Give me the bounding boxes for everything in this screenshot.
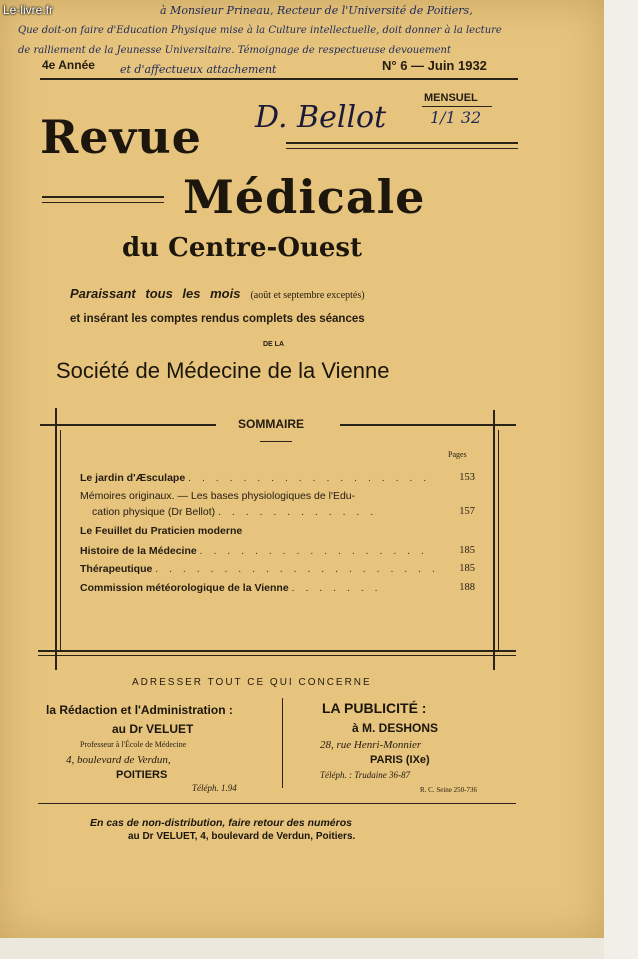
- header-rule: [40, 78, 518, 80]
- watermark: Le-livre.fr: [3, 3, 54, 17]
- background-margin: [604, 0, 638, 959]
- address-right-label: LA PUBLICITÉ :: [322, 700, 427, 716]
- title-rule-left-1: [42, 196, 164, 198]
- sommaire-heading-underline: [260, 441, 292, 442]
- toc-page: 185: [459, 563, 475, 574]
- title-rule-right-2: [286, 148, 518, 149]
- toc-item-commission: Commission météorologique de la Vienne . . . . . . . 188: [80, 582, 475, 594]
- address-right-city: PARIS (IXe): [370, 754, 430, 766]
- sommaire-frame-left: [55, 408, 57, 670]
- title-medicale: Médicale: [183, 170, 426, 224]
- sommaire-rule-left: [40, 424, 216, 426]
- toc-page: 188: [459, 582, 475, 593]
- title-rule-right-1: [286, 142, 518, 144]
- toc-item-therapeutique: Thérapeutique . . . . . . . . . . . . . . . . . . . . . 185: [80, 563, 475, 575]
- sommaire-frame-right: [493, 410, 495, 670]
- toc-item-jardin: Le jardin d'Æsculape . . . . . . . . . . . . . . . . . . 153: [80, 472, 475, 484]
- title-centre-ouest: du Centre-Ouest: [122, 233, 363, 263]
- address-right-phone: Téléph. : Trudaine 36-87: [320, 770, 410, 780]
- handwritten-line-4: et d'affectueux attachement: [120, 63, 277, 76]
- sommaire-frame-bottom: [38, 650, 516, 652]
- handwritten-line-1: à Monsieur Prineau, Recteur de l'Université de Poitiers,: [160, 4, 473, 17]
- address-left-title: Professeur à l'École de Médecine: [80, 740, 187, 749]
- background-bottom: [0, 938, 604, 959]
- subtitle-de-la: DE LA: [263, 341, 284, 348]
- sommaire-heading: SOMMAIRE: [238, 417, 304, 431]
- title-revue: Revue: [40, 110, 202, 164]
- toc-item-histoire: Histoire de la Médecine . . . . . . . . . . . . . . . . . 185: [80, 545, 475, 557]
- pages-label: Pages: [448, 450, 467, 459]
- subtitle-line-2: et insérant les comptes rendus complets des séances: [70, 313, 365, 325]
- periodicity-label: MENSUEL: [424, 92, 478, 104]
- sommaire-frame-bottom-2: [38, 655, 516, 656]
- address-left-label: la Rédaction et l'Administration :: [46, 703, 233, 717]
- sommaire-frame-right-inner: [498, 430, 499, 652]
- footer-line-1: En cas de non-distribution, faire retour des numéros: [90, 817, 352, 829]
- title-rule-left-2: [42, 202, 164, 203]
- toc-item-memoires: Mémoires originaux. — Les bases physiologiques de l'Edu-: [80, 490, 356, 502]
- address-right-street: 28, rue Henri-Monnier: [320, 739, 422, 751]
- address-left-phone: Téléph. 1.94: [192, 783, 237, 793]
- address-left-city: POITIERS: [116, 769, 168, 781]
- address-right-name: à M. DESHONS: [352, 721, 439, 735]
- toc-page: 153: [459, 472, 475, 483]
- handwritten-date: 1/1 32: [430, 108, 482, 127]
- subtitle-note: (août et septembre exceptés): [250, 290, 365, 301]
- subtitle-main: Paraissant tous les mois: [70, 286, 241, 301]
- address-divider: [282, 698, 283, 788]
- sommaire-frame-left-inner: [60, 430, 61, 652]
- toc-page: 157: [459, 506, 475, 517]
- handwritten-signature: D. Bellot: [255, 100, 387, 135]
- toc-item-memoires-cont: cation physique (Dr Bellot) . . . . . . . . . . . . 157: [92, 506, 475, 518]
- toc-page: 185: [459, 545, 475, 556]
- footer-line-2: au Dr VELUET, 4, boulevard de Verdun, Poitiers.: [128, 831, 356, 842]
- periodicity-rule: [422, 106, 492, 107]
- subtitle-line-1: [70, 285, 365, 303]
- address-left-name: au Dr VELUET: [112, 722, 194, 736]
- handwritten-line-2: Que doit-on faire d'Education Physique mise à la Culture intellectuelle, doit donner à la lecture: [18, 25, 502, 36]
- footer-rule: [38, 803, 516, 804]
- address-left-street: 4, boulevard de Verdun,: [66, 754, 171, 766]
- society-name: Société de Médecine de la Vienne: [56, 358, 390, 383]
- issue-label: N° 6 — Juin 1932: [382, 58, 487, 73]
- address-heading: ADRESSER TOUT CE QUI CONCERNE: [132, 677, 372, 688]
- handwritten-line-3: de ralliement de la Jeunesse Universitaire. Témoignage de respectueuse devouement: [18, 45, 452, 56]
- sommaire-rule-right: [340, 424, 516, 426]
- toc-item-feuillet: Le Feuillet du Praticien moderne: [80, 525, 243, 537]
- address-right-rc: R. C. Seine 250-736: [420, 786, 477, 794]
- year-label: 4e Année: [42, 58, 95, 72]
